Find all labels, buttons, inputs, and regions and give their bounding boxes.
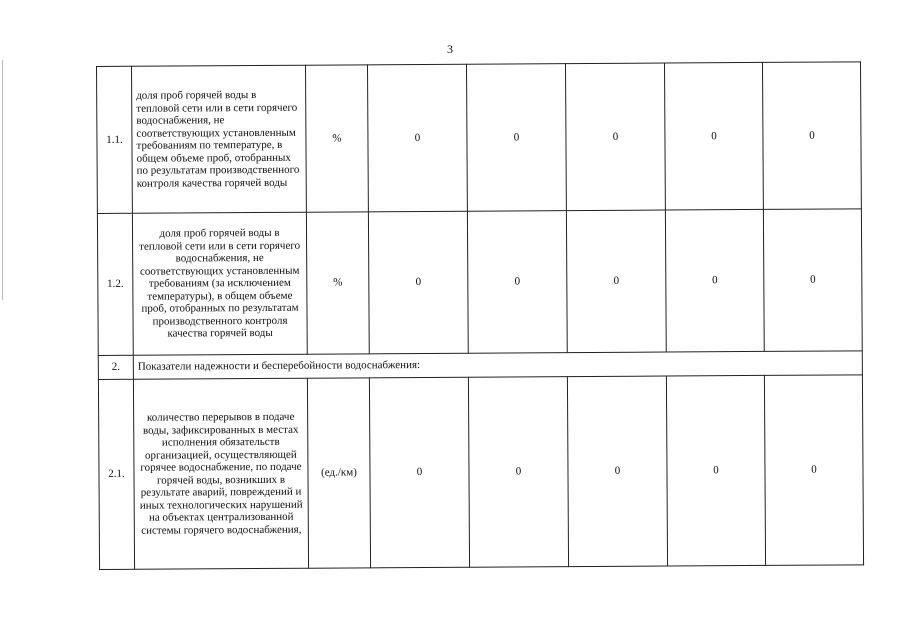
row-number: 1.2. (97, 213, 133, 355)
value-cell: 0 (368, 211, 468, 354)
row-number: 2. (98, 355, 133, 379)
value-cell: 0 (565, 63, 665, 211)
indicators-table (96, 61, 864, 570)
value-cell: 0 (666, 375, 765, 566)
table-row-2-1 (98, 375, 863, 570)
table-row-1-2 (97, 209, 862, 356)
row-number: 2.1. (98, 379, 134, 569)
indicator-description: количество перерывов в подаче воды, зафиксированных в местах исполнения обязательств организацией, осуществляющей горячее водоснабжение, по подаче горячей воды, возникших в результате аварий, повреждений и иных технологических нарушений на объектах централизованной системы горячего водоснабжения, (133, 378, 308, 569)
value-cell: 0 (466, 64, 566, 212)
indicator-description: доля проб горячей воды в тепловой сети или в сети горячего водоснабжения, не соответствующих установленным требованиям (за исключением температуры), в общем объеме проб, отобранных по результатам производственного контроля качества горячей воды (132, 212, 307, 355)
value-cell: 0 (566, 210, 666, 353)
section-title: Показатели надежности и бесперебойности водоснабжения: (133, 351, 862, 379)
table-row-1-1 (97, 62, 862, 214)
value-cell: 0 (763, 209, 862, 352)
unit-cell: (ед./км) (307, 378, 370, 568)
page-number: 3 (447, 42, 453, 56)
scan-edge-line (2, 60, 3, 300)
indicator-description: доля проб горячей воды в тепловой сети или в сети горячего водоснабжения, не соответствующих установленным требованиям по температуре, в общем объеме проб, отобранных по результатам производственного контроля качества горячей воды (132, 65, 307, 213)
value-cell: 0 (764, 375, 863, 566)
value-cell: 0 (467, 211, 567, 354)
value-cell: 0 (665, 209, 764, 352)
value-cell: 0 (664, 62, 763, 210)
value-cell: 0 (468, 377, 568, 568)
value-cell: 0 (369, 377, 469, 568)
row-number: 1.1. (97, 66, 133, 213)
unit-cell: % (306, 212, 369, 354)
value-cell: 0 (762, 62, 861, 210)
value-cell: 0 (367, 64, 467, 212)
unit-cell: % (305, 65, 368, 212)
value-cell: 0 (567, 376, 667, 567)
